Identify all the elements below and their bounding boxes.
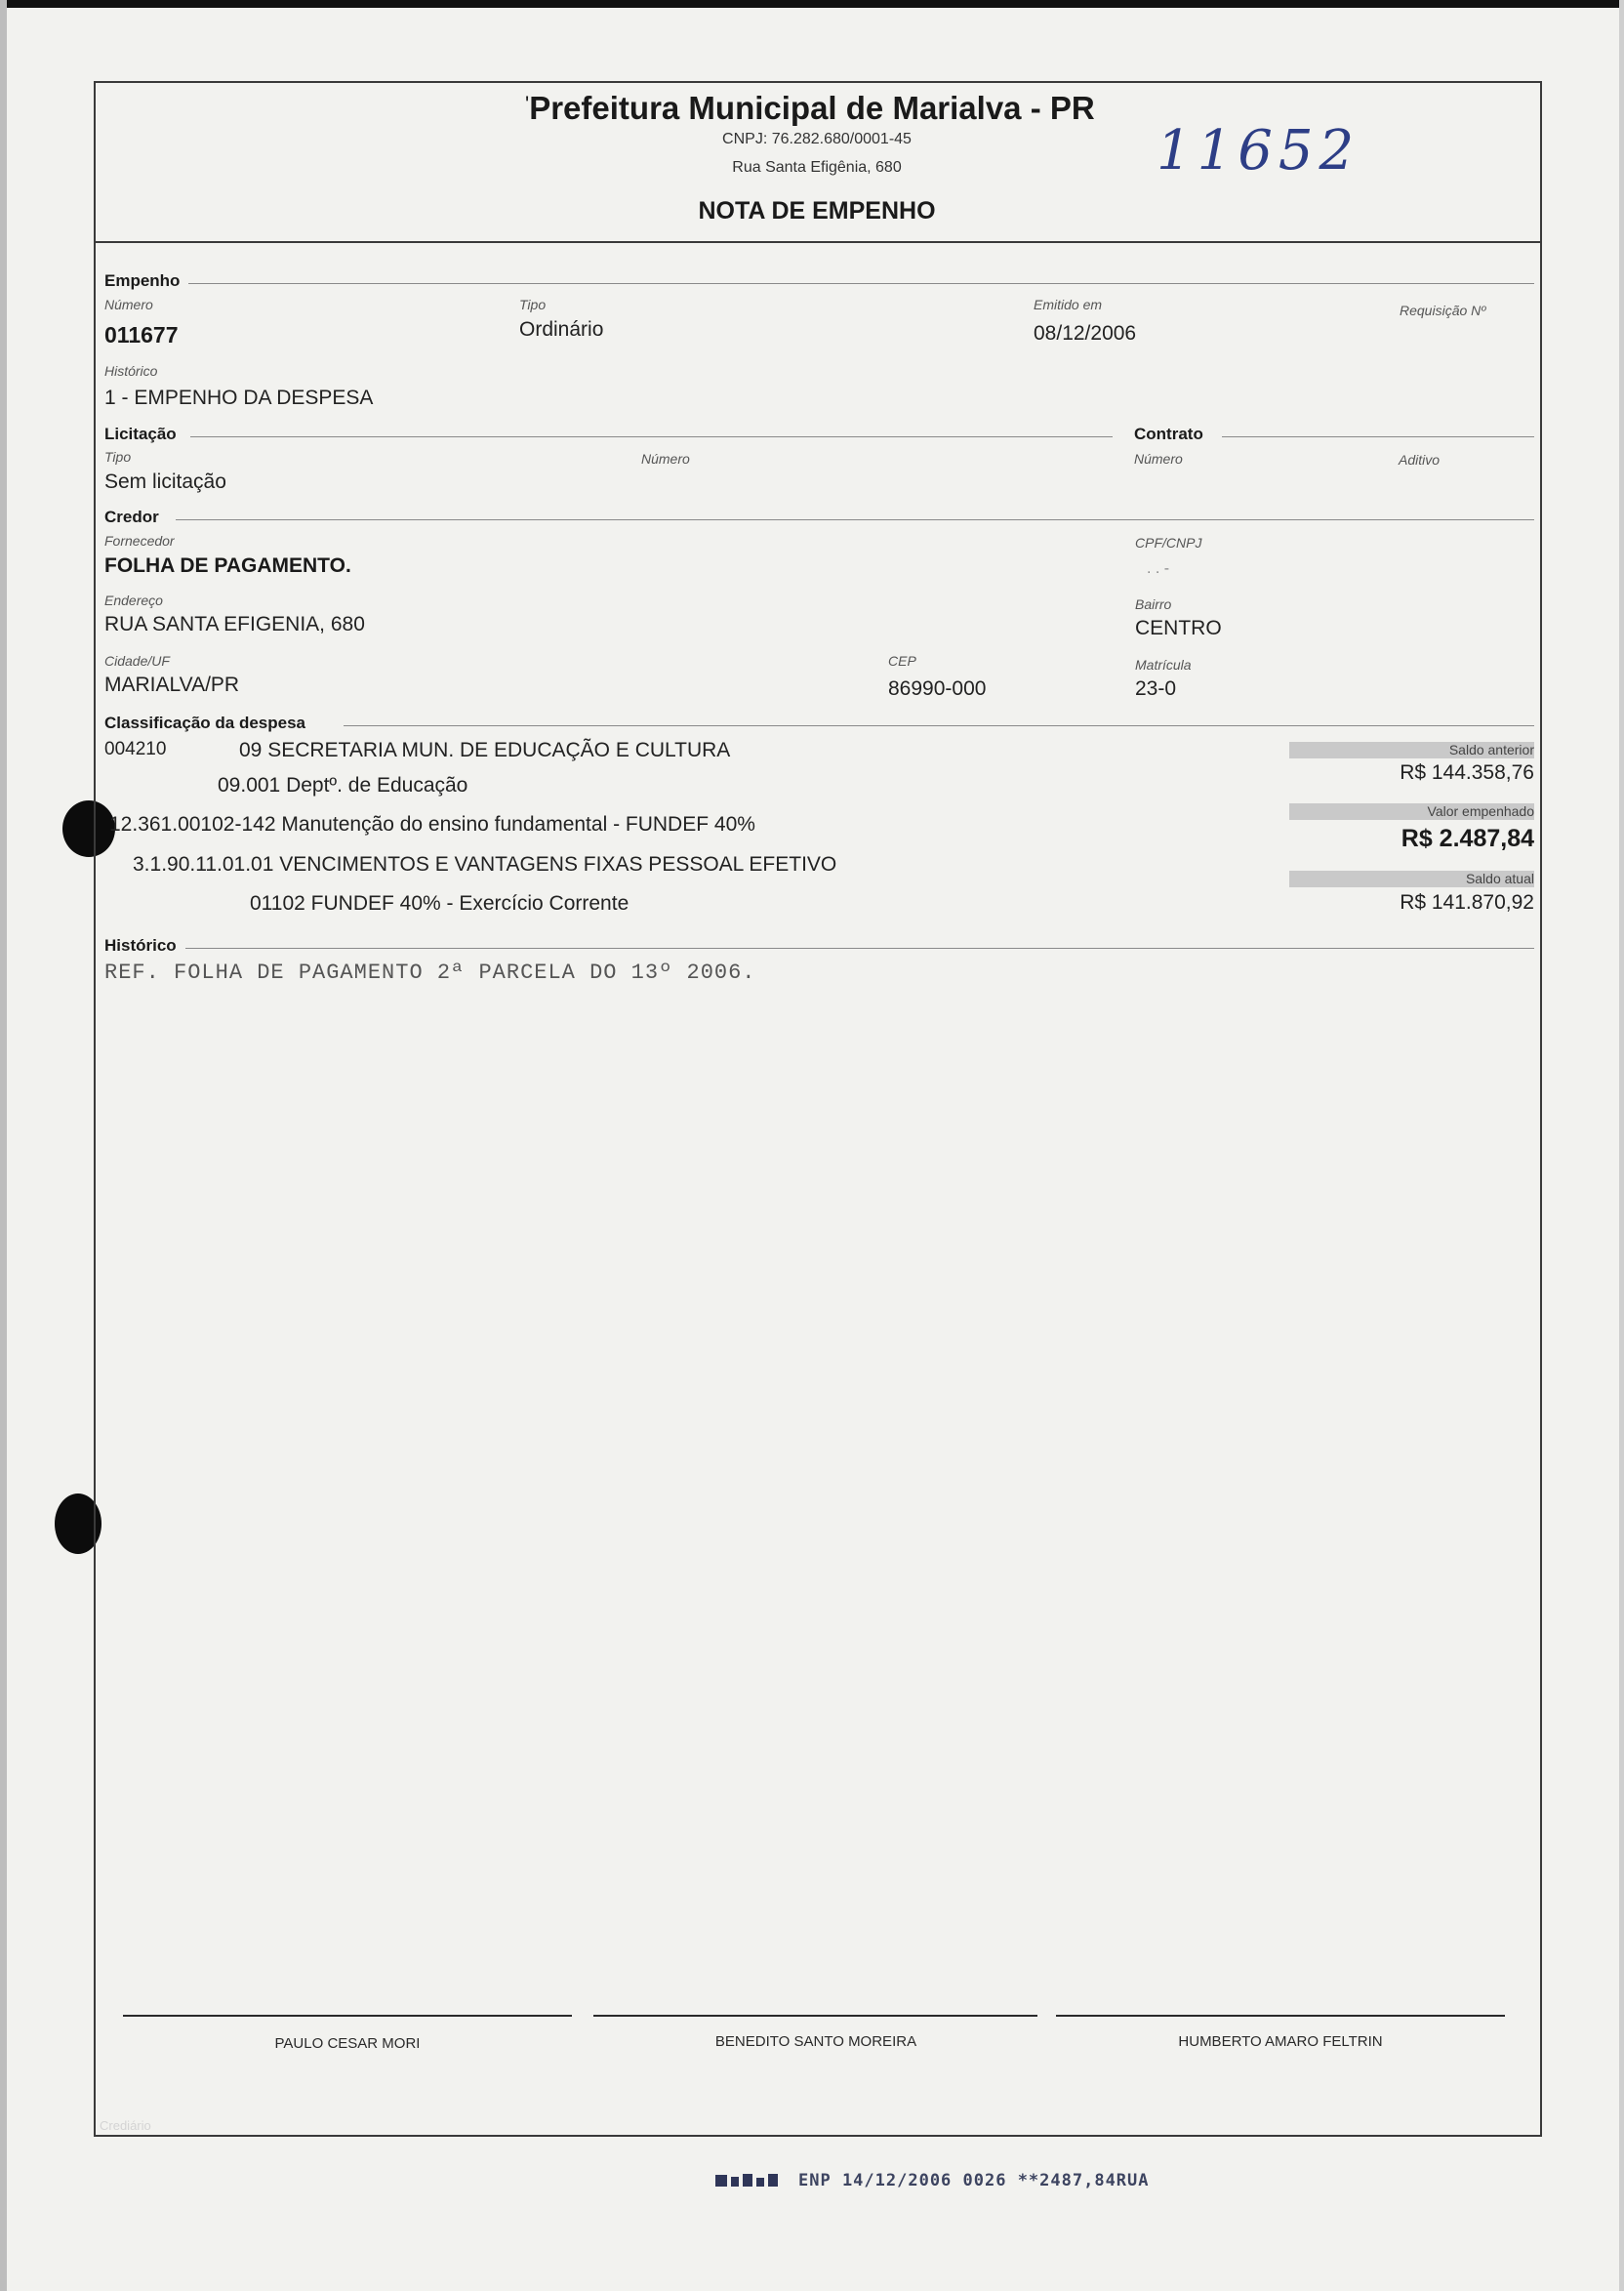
scan-border-right	[1619, 0, 1624, 2291]
emitido-label: Emitido em	[1034, 297, 1103, 312]
page-title: 'Prefeitura Municipal de Marialva - PR	[525, 90, 1095, 126]
elemento-line: 3.1.90.11.01.01 VENCIMENTOS E VANTAGENS FIXAS PESSOAL EFETIVO	[133, 853, 837, 876]
header-divider	[94, 241, 1542, 243]
stamp-logo-icon	[715, 2172, 780, 2189]
orgao-line: 09 SECRETARIA MUN. DE EDUCAÇÃO E CULTURA	[239, 739, 731, 761]
fornecedor-name: FOLHA DE PAGAMENTO.	[104, 554, 351, 577]
section-classificacao: Classificação da despesa	[104, 714, 306, 732]
signature-name-3: HUMBERTO AMARO FELTRIN	[1178, 2033, 1383, 2050]
emitido-date: 08/12/2006	[1034, 322, 1137, 345]
fonte-line: 01102 FUNDEF 40% - Exercício Corrente	[250, 892, 629, 915]
empenho-historico-label: Histórico	[104, 363, 158, 379]
section-licitacao-rule	[190, 436, 1113, 437]
unidade-line: 09.001 Deptº. de Educação	[218, 774, 468, 797]
empenho-tipo: Ordinário	[519, 318, 604, 341]
historico-text: REF. FOLHA DE PAGAMENTO 2ª PARCELA DO 13º 2006.	[104, 961, 756, 985]
faint-footer-text: Crediário	[100, 2118, 151, 2133]
scan-border-top	[0, 0, 1624, 8]
classificacao-code: 004210	[104, 739, 167, 759]
bairro-value: CENTRO	[1135, 617, 1222, 639]
empenho-tipo-label: Tipo	[519, 297, 547, 312]
licitacao-tipo-label: Tipo	[104, 449, 132, 465]
licitacao-tipo: Sem licitação	[104, 470, 226, 493]
endereco-value: RUA SANTA EFIGENIA, 680	[104, 613, 365, 635]
section-empenho: Empenho	[104, 271, 181, 290]
valor-empenhado-value: R$ 2.487,84	[1401, 825, 1534, 852]
valor-empenhado-label: Valor empenhado	[1427, 803, 1534, 819]
section-credor-rule	[176, 519, 1534, 520]
contrato-numero-label: Número	[1134, 451, 1183, 467]
cep-value: 86990-000	[888, 677, 987, 700]
signature-line-2	[593, 2015, 1037, 2017]
saldo-atual-label: Saldo atual	[1465, 871, 1534, 886]
saldo-anterior-value: R$ 144.358,76	[1400, 761, 1534, 784]
saldo-anterior-label: Saldo anterior	[1448, 742, 1534, 757]
section-historico: Histórico	[104, 936, 177, 955]
matricula-label: Matrícula	[1135, 657, 1192, 673]
section-contrato: Contrato	[1134, 425, 1203, 443]
section-licitacao: Licitação	[104, 425, 177, 443]
funcional-line: 12.361.00102-142 Manutenção do ensino fundamental - FUNDEF 40%	[109, 813, 755, 836]
cidade-label: Cidade/UF	[104, 653, 170, 669]
signature-line-3	[1056, 2015, 1505, 2017]
section-historico-rule	[185, 948, 1534, 949]
section-classificacao-rule	[344, 725, 1534, 726]
address-text: Rua Santa Efigênia, 680	[732, 159, 902, 176]
cep-label: CEP	[888, 653, 916, 669]
fornecedor-label: Fornecedor	[104, 533, 175, 549]
section-empenho-rule	[188, 283, 1534, 284]
empenho-numero-label: Número	[104, 297, 153, 312]
section-credor: Credor	[104, 508, 159, 526]
cidade-value: MARIALVA/PR	[104, 674, 240, 696]
signature-name-2: BENEDITO SANTO MOREIRA	[714, 2033, 917, 2050]
contrato-aditivo-label: Aditivo	[1399, 452, 1441, 468]
bairro-label: Bairro	[1135, 596, 1172, 612]
signature-name-1: PAULO CESAR MORI	[274, 2035, 421, 2052]
saldo-atual-value: R$ 141.870,92	[1400, 891, 1534, 914]
cpf-value: . . -	[1147, 560, 1170, 577]
signature-line-1	[123, 2015, 572, 2017]
handwritten-number: 11652	[1157, 119, 1360, 183]
empenho-numero: 011677	[104, 322, 179, 348]
document-title: NOTA DE EMPENHO	[698, 197, 936, 225]
validation-stamp: ENP 14/12/2006 0026 **2487,84RUA	[798, 2171, 1150, 2190]
empenho-historico: 1 - EMPENHO DA DESPESA	[104, 387, 374, 409]
endereco-label: Endereço	[104, 593, 163, 608]
matricula-value: 23-0	[1135, 677, 1177, 700]
licitacao-numero-label: Número	[641, 451, 690, 467]
scan-border-left	[0, 0, 7, 2291]
cpf-label: CPF/CNPJ	[1135, 535, 1202, 551]
section-contrato-rule	[1222, 436, 1534, 437]
requisicao-label: Requisição Nº	[1400, 303, 1486, 318]
cnpj-text: CNPJ: 76.282.680/0001-45	[722, 131, 912, 147]
